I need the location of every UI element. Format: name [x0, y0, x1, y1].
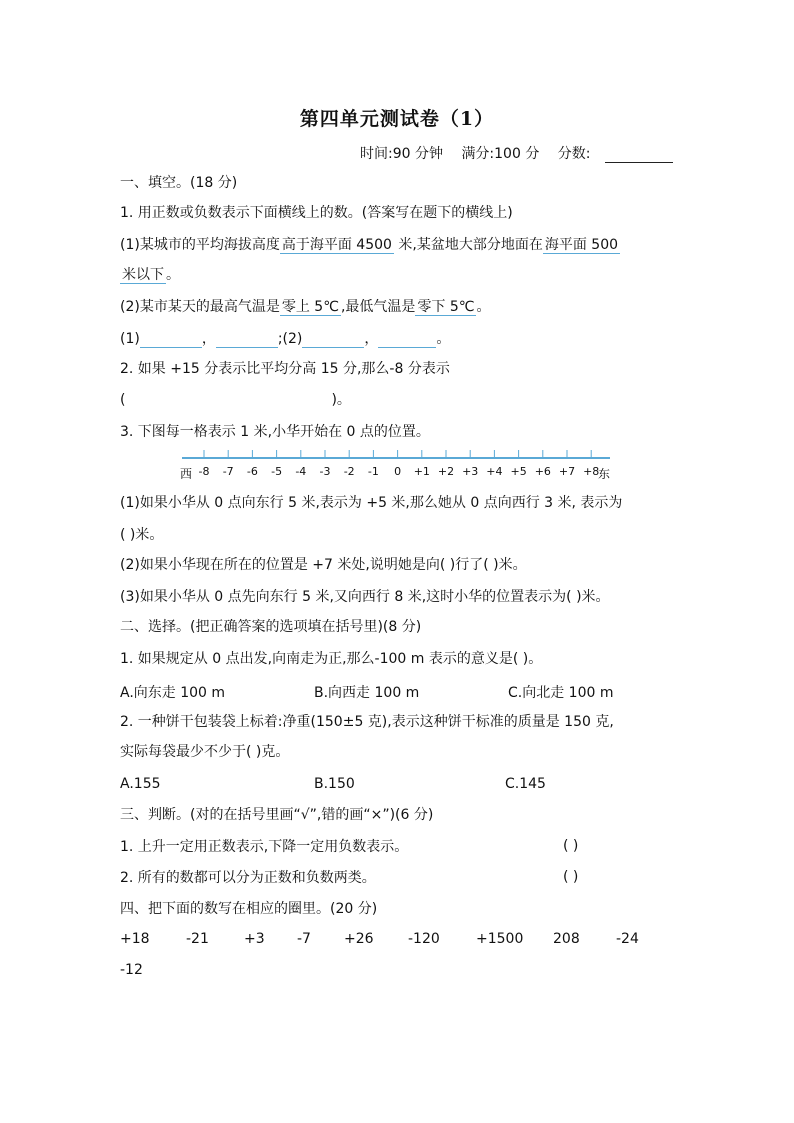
number-line-tick-label: +8	[583, 465, 600, 478]
answer-blank[interactable]	[216, 333, 278, 348]
time-label: 时间:90 分钟	[360, 146, 443, 162]
q1-1-part2: (2)某市某天的最高气温是 零上 5℃ ,最低气温是 零下 5℃ 。	[120, 299, 491, 315]
q2-2-cont: 实际每袋最少不少于( )克。	[120, 744, 290, 760]
number-item: +3	[244, 931, 265, 947]
number-line-tick-label: -3	[319, 465, 331, 478]
west-label: 西	[180, 467, 193, 481]
number-line-tick-label: -5	[271, 465, 283, 478]
number-line-tick-label: -4	[295, 465, 307, 478]
score-blank[interactable]	[605, 148, 673, 163]
section-2-header: 二、选择。(把正确答案的选项填在括号里)(8 分)	[120, 619, 422, 635]
q1-3-part1: (1)如果小华从 0 点向东行 5 米,表示为 +5 米,那么她从 0 点向西行 3 米, 表示为	[120, 495, 623, 511]
q1-1-answers: (1) ， ;(2) ， 。	[120, 331, 451, 347]
underlined-phrase: 高于海平面 4500	[281, 237, 392, 253]
q1-3-part3: (3)如果小华从 0 点先向东行 5 米,又向西行 8 米,这时小华的位置表示为( )米。	[120, 589, 610, 605]
number-item: -120	[408, 931, 440, 947]
q1-1-part1: (1)某城市的平均海拔高度 高于海平面 4500 米,某盆地大部分地面在 海平面 500	[120, 237, 619, 253]
underlined-phrase: 海平面 500	[544, 237, 619, 253]
judge-q2: 2. 所有的数都可以分为正数和负数两类。	[120, 870, 376, 886]
judge-paren-2[interactable]: ( )	[563, 869, 579, 885]
page-title: 第四单元测试卷（1）	[299, 108, 495, 130]
number-item: -7	[297, 931, 311, 947]
number-line-tick-label: +5	[510, 465, 527, 478]
number-line-tick-label: -2	[343, 465, 355, 478]
section-1-header: 一、填空。(18 分)	[120, 175, 238, 191]
number-item: +18	[120, 931, 150, 947]
number-item: -24	[616, 931, 639, 947]
number-item: -21	[186, 931, 209, 947]
number-line-tick-label: +1	[413, 465, 430, 478]
q1-2-paren: ( )。	[120, 392, 351, 408]
q2-2: 2. 一种饼干包装袋上标着:净重(150±5 克),表示这种饼干标准的质量是 150 克,	[120, 714, 614, 730]
number-line-tick-label: 0	[394, 465, 402, 478]
section-4-header: 四、把下面的数写在相应的圈里。(20 分)	[120, 901, 378, 917]
number-line-tick-label: -7	[222, 465, 234, 478]
number-item: 208	[553, 931, 580, 947]
exam-meta	[360, 143, 673, 163]
option-a[interactable]: A.向东走 100 m	[120, 685, 226, 701]
number-line-tick-label: +2	[437, 465, 455, 478]
number-line-tick-label: -6	[246, 465, 258, 478]
number-line-tick-label: +7	[558, 465, 576, 478]
underlined-phrase: 零下 5℃	[417, 299, 475, 315]
number-line-tick-label: +6	[534, 465, 551, 478]
answer-blank[interactable]	[302, 333, 364, 348]
q2-1: 1. 如果规定从 0 点出发,向南走为正,那么-100 m 表示的意义是( )。	[120, 651, 543, 667]
number-item: +1500	[476, 931, 524, 947]
q1-3: 3. 下图每一格表示 1 米,小华开始在 0 点的位置。	[120, 424, 430, 440]
answer-blank[interactable]	[378, 333, 436, 348]
option-c[interactable]: C.向北走 100 m	[508, 685, 614, 701]
number-line-tick-label: -8	[198, 465, 210, 478]
option-b[interactable]: B.150	[314, 776, 355, 792]
underlined-phrase: 零上 5℃	[281, 299, 339, 315]
number-item: -12	[120, 962, 143, 978]
full-score-label: 满分:100 分	[461, 146, 540, 162]
option-a[interactable]: A.155	[120, 776, 161, 792]
number-line-tick-label: +4	[486, 465, 503, 478]
section-3-header: 三、判断。(对的在括号里画“√”,错的画“×”)(6 分)	[120, 807, 434, 823]
q1-2: 2. 如果 +15 分表示比平均分高 15 分,那么-8 分表示	[120, 361, 450, 377]
q1-3-part2: (2)如果小华现在所在的位置是 +7 米处,说明她是向( )行了( )米。	[120, 557, 527, 573]
option-c[interactable]: C.145	[505, 776, 546, 792]
answer-blank[interactable]	[140, 333, 202, 348]
q1-3-part1-cont: ( )米。	[120, 527, 164, 543]
judge-q1: 1. 上升一定用正数表示,下降一定用负数表示。	[120, 839, 409, 855]
number-line	[178, 448, 614, 484]
option-b[interactable]: B.向西走 100 m	[314, 685, 420, 701]
number-item: +26	[344, 931, 374, 947]
number-line-tick-label: -1	[367, 465, 379, 478]
q1-1: 1. 用正数或负数表示下面横线上的数。(答案写在题下的横线上)	[120, 205, 513, 221]
number-line-tick-label: +3	[462, 465, 479, 478]
underlined-phrase: 米以下	[122, 267, 164, 283]
q1-1-part1-cont: 米以下 。	[122, 267, 180, 283]
score-label: 分数:	[557, 146, 591, 162]
east-label: 东	[598, 467, 611, 481]
judge-paren-1[interactable]: ( )	[563, 838, 579, 854]
